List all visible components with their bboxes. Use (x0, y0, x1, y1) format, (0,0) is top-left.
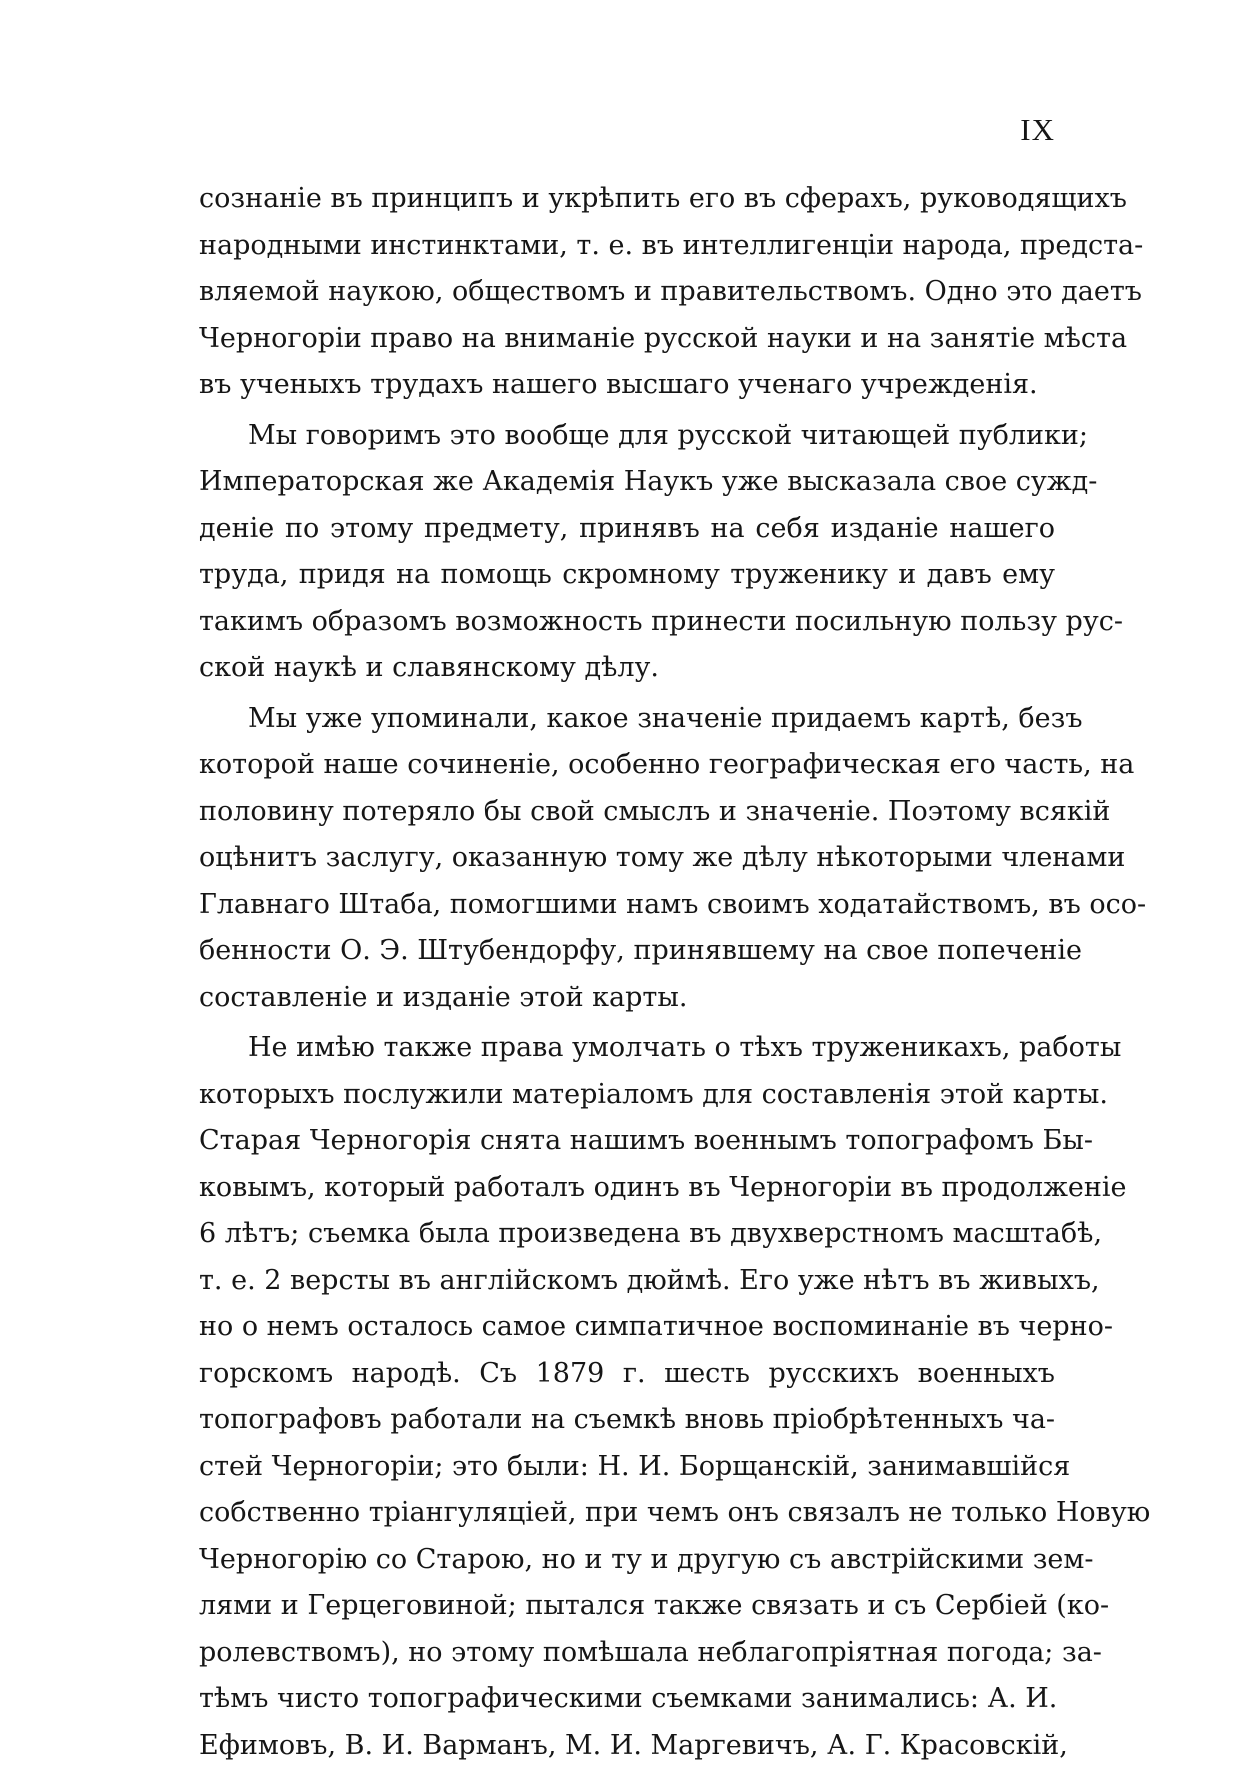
text-line: вляемой наукою, обществомъ и правительствомъ. Одно это даетъ (199, 269, 1055, 316)
text-line: оцѣнитъ заслугу, оказанную тому же дѣлу нѣкоторыми членами (199, 835, 1055, 882)
text-line: народными инстинктами, т. е. въ интеллигенціи народа, предста- (199, 223, 1055, 270)
text-line: Черногоріи право на вниманіе русской науки и на занятіе мѣста (199, 316, 1055, 363)
text-line: Мы говоримъ это вообще для русской читающей публики; (199, 413, 1055, 460)
page-number: IX (1020, 114, 1055, 145)
text-line: Черногорію со Старою, но и ту и другую съ австрійскими зем- (199, 1537, 1055, 1584)
text-line: т. е. 2 версты въ англійскомъ дюймѣ. Его уже нѣтъ въ живыхъ, (199, 1258, 1055, 1305)
text-line: 6 лѣтъ; съемка была произведена въ двухверстномъ масштабѣ, (199, 1211, 1055, 1258)
text-line: ролевствомъ), но этому помѣшала неблагопріятная погода; за- (199, 1630, 1055, 1677)
text-line: такимъ образомъ возможность принести посильную пользу рус- (199, 599, 1055, 646)
text-line: половину потеряло бы свой смыслъ и значеніе. Поэтому всякій (199, 789, 1055, 836)
text-line: топографовъ работали на съемкѣ вновь пріобрѣтенныхъ ча- (199, 1397, 1055, 1444)
text-line: Ефимовъ, В. И. Варманъ, М. И. Маргевичъ, А. Г. Красовскій, (199, 1723, 1055, 1769)
text-line: въ ученыхъ трудахъ нашего высшаго ученаго учрежденія. (199, 362, 1055, 409)
text-line: которыхъ послужили матеріаломъ для составленія этой карты. (199, 1072, 1055, 1119)
text-line: составленіе и изданіе этой карты. (199, 975, 1055, 1022)
text-line: сознаніе въ принципъ и укрѣпить его въ сферахъ, руководящихъ (199, 176, 1055, 223)
text-line: Мы уже упоминали, какое значеніе придаемъ картѣ, безъ (199, 696, 1055, 743)
text-line: Императорская же Академія Наукъ уже высказала свое сужд- (199, 459, 1055, 506)
text-line: ской наукѣ и славянскому дѣлу. (199, 645, 1055, 692)
paragraph (199, 1025, 1055, 1769)
text-line: Старая Черногорія снята нашимъ военнымъ топографомъ Бы- (199, 1118, 1055, 1165)
text-line: Главнаго Штаба, помогшими намъ своимъ ходатайствомъ, въ осо- (199, 882, 1055, 929)
body-text (199, 176, 1055, 1769)
paragraph (199, 413, 1055, 692)
text-line: но о немъ осталось самое симпатичное воспоминаніе въ черно- (199, 1304, 1055, 1351)
text-line: стей Черногоріи; это были: Н. И. Борщанскій, занимавшійся (199, 1444, 1055, 1491)
paragraph (199, 176, 1055, 409)
text-line: ковымъ, который работалъ одинъ въ Черногоріи въ продолженіе (199, 1165, 1055, 1212)
text-line: лями и Герцеговиной; пытался также связать и съ Сербіей (ко- (199, 1583, 1055, 1630)
text-line: собственно тріангуляціей, при чемъ онъ связалъ не только Новую (199, 1490, 1055, 1537)
text-line: деніе по этому предмету, принявъ на себя изданіе нашего (199, 506, 1055, 553)
text-line: горскомъ народѣ. Съ 1879 г. шесть русскихъ военныхъ (199, 1351, 1055, 1398)
text-line: труда, придя на помощь скромному труженику и давъ ему (199, 552, 1055, 599)
text-line: бенности О. Э. Штубендорфу, принявшему на свое попеченіе (199, 928, 1055, 975)
text-line: которой наше сочиненіе, особенно географическая его часть, на (199, 742, 1055, 789)
text-line: тѣмъ чисто топографическими съемками занимались: А. И. (199, 1676, 1055, 1723)
text-line: Не имѣю также права умолчать о тѣхъ труженикахъ, работы (199, 1025, 1055, 1072)
paragraph (199, 696, 1055, 1022)
